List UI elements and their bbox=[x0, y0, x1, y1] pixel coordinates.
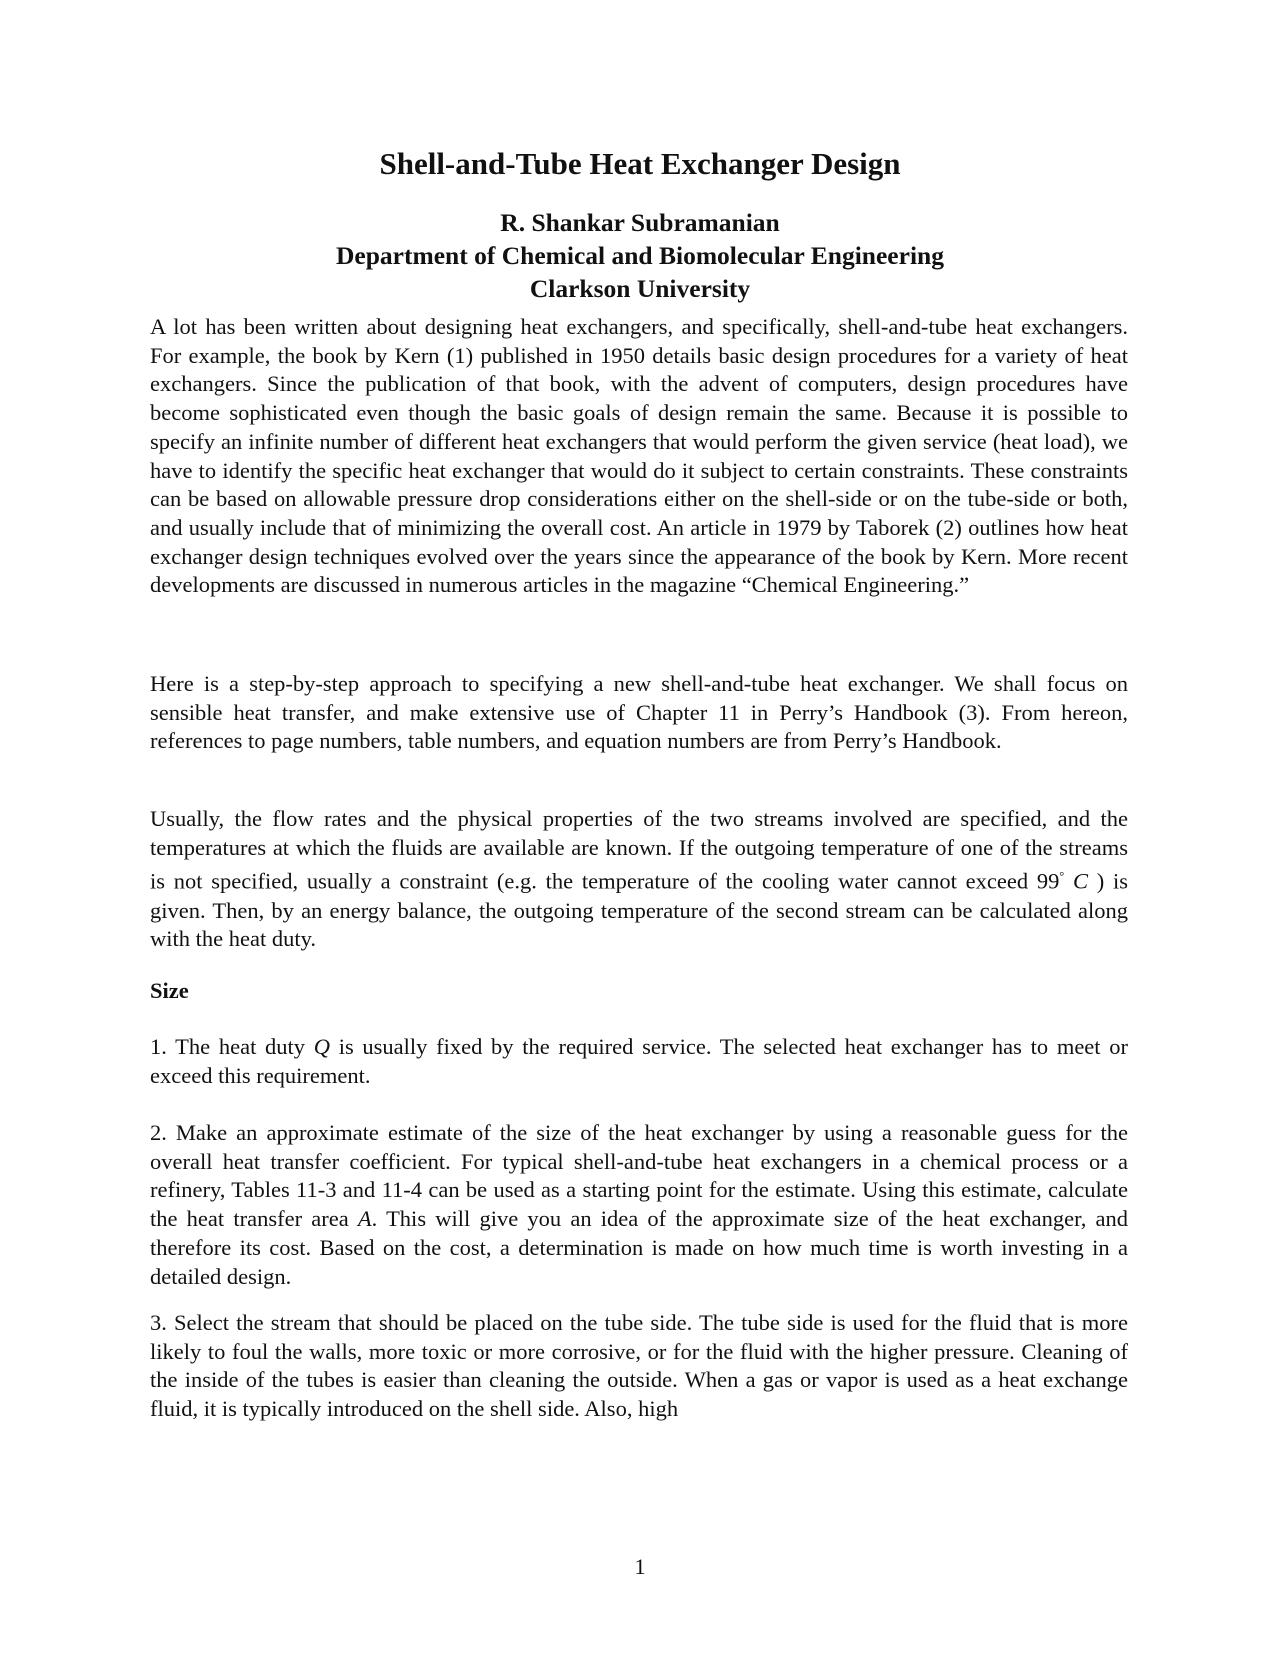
paragraph-text bbox=[150, 805, 1128, 954]
paragraph-text: Here is a step-by-step approach to specifying a new shell-and-tube heat exchanger. We shall focus on sensible heat transfer, and make extensive use of Chapter 11 in Perry’s Handbook (3). From hereon, references to page numbers, table numbers, and equation numbers are from Perry’s Handbook. bbox=[150, 671, 1128, 754]
degree-symbol: ° bbox=[1059, 869, 1065, 884]
list-item-1 bbox=[150, 1033, 1128, 1090]
document-title: Shell-and-Tube Heat Exchanger Design bbox=[379, 146, 901, 181]
list-item-text bbox=[150, 1119, 1128, 1291]
list-item-3 bbox=[150, 1309, 1128, 1424]
list-item-text-part: . This will give you an idea of the approximate size of the heat exchanger, and therefore its cost. Based on the cost, a determination is made on how much time is worth investing in a detailed design. bbox=[150, 1206, 1128, 1289]
paragraph-specification bbox=[150, 805, 1128, 954]
section-heading: Size bbox=[150, 978, 189, 1003]
section-heading-size bbox=[150, 977, 1128, 1006]
paragraph-approach bbox=[150, 670, 1128, 756]
list-item-text-part: is usually fixed by the required service. The selected heat exchanger has to meet or exceed this requirement. bbox=[150, 1034, 1128, 1088]
variable-q: Q bbox=[313, 1034, 330, 1059]
paragraph-text-part: Usually, the flow rates and the physical properties of the two streams involved are specified, and the temperatures at which the fluids are available are known. If the outgoing temperature of one of the streams is not specified, usually a constraint (e.g. the temperature of the cooling water cannot exceed bbox=[150, 806, 1128, 894]
paragraph-text-part: ) is given. Then, by an energy balance, the outgoing temperature of the second stream can be calculated along with the heat duty. bbox=[150, 868, 1129, 952]
author-block bbox=[0, 206, 1280, 305]
temperature-value: 99 bbox=[1036, 868, 1060, 894]
list-item-2 bbox=[150, 1119, 1128, 1291]
paragraph-intro bbox=[150, 313, 1128, 600]
list-item-text-part: 1. The heat duty bbox=[150, 1034, 314, 1059]
author-university: Clarkson University bbox=[529, 274, 751, 303]
list-item-text bbox=[150, 1033, 1128, 1090]
temperature-unit: C bbox=[1072, 868, 1088, 894]
author-name: R. Shankar Subramanian bbox=[500, 208, 780, 237]
author-department: Department of Chemical and Biomolecular Engineering bbox=[336, 241, 944, 270]
variable-a: A bbox=[357, 1206, 372, 1232]
page-number: 1 bbox=[634, 1554, 646, 1579]
list-item-text-part: 2. Make an approximate estimate of the size of the heat exchanger by using a reasonable guess for the overall heat transfer coefficient. For typical shell-and-tube heat exchangers in a chemical process or a refinery, Tables 11-3 and 11-4 can be used as a starting point for the estimate. Using this estimate, calculate the heat transfer area bbox=[150, 1120, 1128, 1232]
list-item-text: 3. Select the stream that should be placed on the tube side. The tube side is used for the fluid that is more likely to foul the walls, more toxic or more corrosive, or for the fluid with the higher pressure. Cleaning of the inside of the tubes is easier than cleaning the outside. When a gas or vapor is used as a heat exchange fluid, it is typically introduced on the shell side. Also, high bbox=[150, 1310, 1128, 1422]
paragraph-text: A lot has been written about designing heat exchangers, and specifically, shell-and-tube heat exchangers. For example, the book by Kern (1) published in 1950 details basic design procedures for a variety of heat exchangers. Since the publication of that book, with the advent of computers, design procedures have become sophisticated even though the basic goals of design remain the same. Because it is possible to specify an infinite number of different heat exchangers that would perform the given service (heat load), we have to identify the specific heat exchanger that would do it subject to certain constraints. These constraints can be based on allowable pressure drop considerations either on the shell-side or on the tube-side or both, and usually include that of minimizing the overall cost. An article in 1979 by Taborek (2) outlines how heat exchanger design techniques evolved over the years since the appearance of the book by Kern. More recent developments are discussed in numerous articles in the magazine “Chemical Engineering.” bbox=[150, 314, 1128, 598]
